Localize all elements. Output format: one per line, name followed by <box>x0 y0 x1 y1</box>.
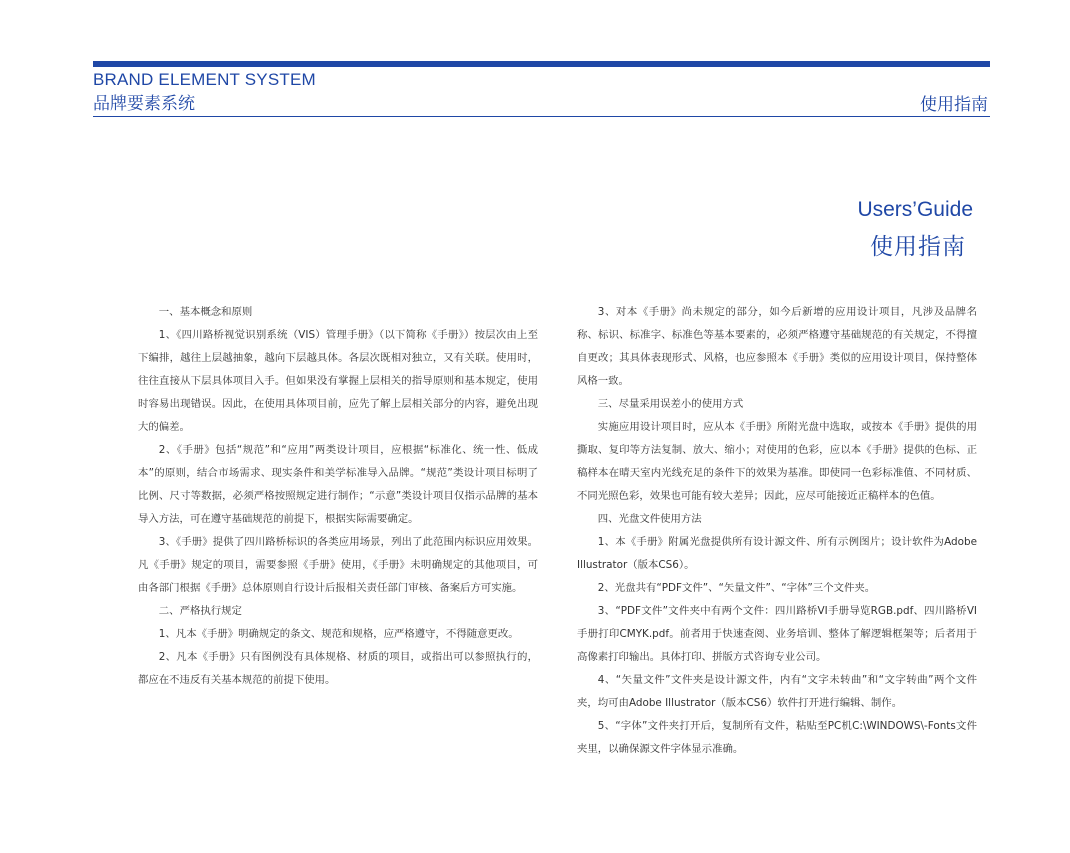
section-title: 使用指南 <box>920 95 988 115</box>
left-text-column <box>138 301 538 692</box>
paragraph: 3、“PDF文件”文件夹中有两个文件：四川路桥VI手册导览RGB.pdf、四川路桥VI手册打印CMYK.pdf。前者用于快速查阅、业务培训、整体了解逻辑框架等；后者用于高像素打印输出。具体打印、拼版方式咨询专业公司。 <box>577 605 977 663</box>
brand-title-cn: 品牌要素系统 <box>93 94 195 114</box>
section-heading: 四、光盘文件使用方法 <box>597 513 702 525</box>
paragraph: 2、《手册》包括“规范”和“应用”两类设计项目，应根据“标准化、统一性、低成本”的原则，结合市场需求、现实条件和美学标准导入品牌。“规范”类设计项目标明了比例、尺寸等数据，必须严格按照规定进行制作；“示意”类设计项目仅指示品牌的基本导入方法，可在遵守基础规范的前提下，根据实际需要确定。 <box>138 444 538 525</box>
paragraph: 3、对本《手册》尚未规定的部分，如今后新增的应用设计项目，凡涉及品牌名称、标识、标准字、标准色等基本要素的，必须严格遵守基础规范的有关规定，不得擅自更改；其具体表现形式、风格，也应参照本《手册》类似的应用设计项目，保持整体风格一致。 <box>577 306 977 387</box>
top-accent-bar <box>93 61 990 67</box>
paragraph: 2、凡本《手册》只有图例没有具体规格、材质的项目，或指出可以参照执行的，都应在不违反有关基本规范的前提下使用。 <box>138 651 538 686</box>
paragraph: 2、光盘共有“PDF文件”、“矢量文件”、“字体”三个文件夹。 <box>597 582 876 594</box>
section-heading: 二、严格执行规定 <box>158 605 242 617</box>
section-heading: 三、尽量采用误差小的使用方式 <box>597 398 744 410</box>
paragraph: 1、凡本《手册》明确规定的条文、规范和规格，应严格遵守，不得随意更改。 <box>158 628 519 640</box>
page-title-en: Users’Guide <box>857 198 973 221</box>
paragraph: 3、《手册》提供了四川路桥标识的各类应用场景，列出了此范围内标识应用效果。凡《手册》规定的项目，需要参照《手册》使用，《手册》未明确规定的其他项目，可由各部门根据《手册》总体原则自行设计后报相关责任部门审核、备案后方可实施。 <box>138 536 538 594</box>
brand-title-en: BRAND ELEMENT SYSTEM <box>93 70 316 89</box>
header-divider <box>93 116 990 117</box>
right-text-column <box>577 301 977 761</box>
paragraph: 1、《四川路桥视觉识别系统（VIS）管理手册》（以下简称《手册》）按层次由上至下编排，越往上层越抽象，越向下层越具体。各层次既相对独立，又有关联。使用时，往往直接从下层具体项目入手。但如果没有掌握上层相关的指导原则和基本规定，使用时容易出现错误。因此，在使用具体项目前，应先了解上层相关部分的内容，避免出现大的偏差。 <box>138 329 538 433</box>
paragraph: 1、本《手册》附属光盘提供所有设计源文件、所有示例图片；设计软件为Adobe Illustrator（版本CS6）。 <box>577 536 977 571</box>
page-title-cn: 使用指南 <box>870 234 966 260</box>
section-heading: 一、基本概念和原则 <box>158 306 253 318</box>
paragraph: 实施应用设计项目时，应从本《手册》所附光盘中选取，或按本《手册》提供的用撕取、复印等方法复制、放大、缩小；对使用的色彩，应以本《手册》提供的色标、正稿样本在晴天室内光线充足的条件下的效果为基准。即使同一色彩标准值、不同材质、不同光照色彩，效果也可能有较大差异；因此，应尽可能接近正稿样本的色值。 <box>577 421 977 502</box>
paragraph: 5、“字体”文件夹打开后，复制所有文件，粘贴至PC机C:\WINDOWS\-Fonts文件夹里，以确保源文件字体显示准确。 <box>577 720 977 755</box>
paragraph: 4、“矢量文件”文件夹是设计源文件，内有“文字未转曲”和“文字转曲”两个文件夹，均可由Adobe Illustrator（版本CS6）软件打开进行编辑、制作。 <box>577 674 977 709</box>
